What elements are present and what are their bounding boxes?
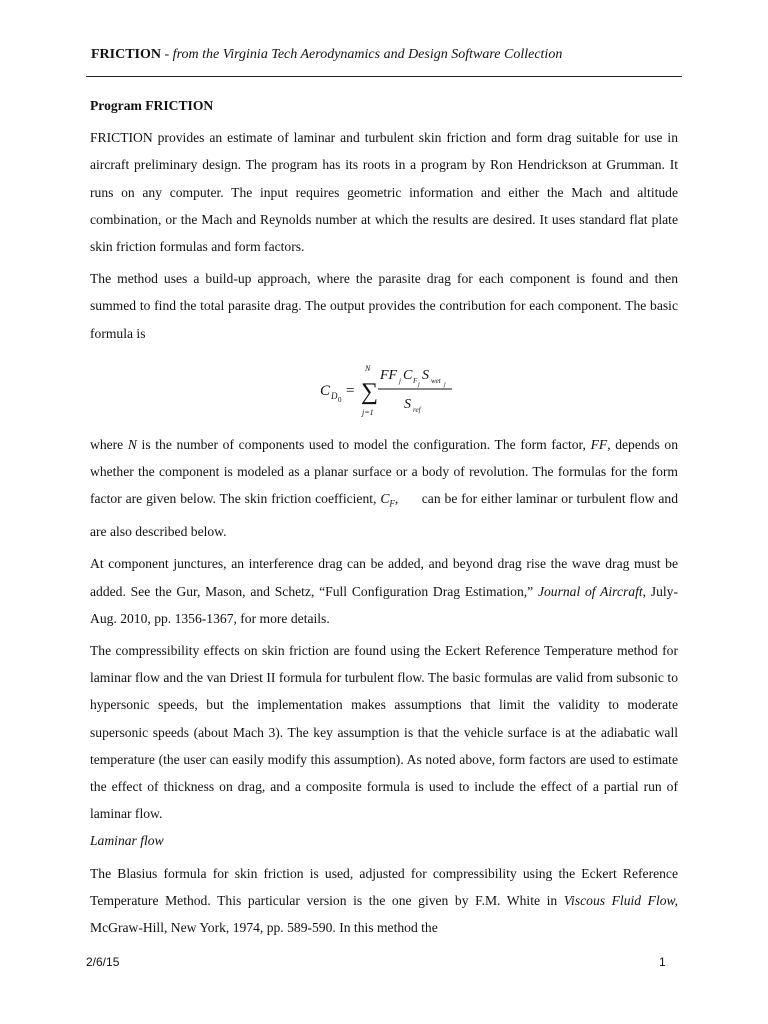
formula-lhs-subsub: 0 bbox=[338, 395, 342, 404]
formula-num-j3: j bbox=[444, 381, 446, 388]
formula-num-ff: FF bbox=[380, 367, 398, 383]
formula-upper-limit: N bbox=[365, 363, 371, 373]
formula-lhs: C bbox=[320, 382, 331, 399]
p3-symbol-n: N bbox=[127, 436, 137, 452]
formula-den-ref: ref bbox=[413, 405, 421, 414]
paragraph-definitions bbox=[90, 431, 682, 546]
drag-formula-svg bbox=[316, 353, 456, 427]
p3-symbol-ff: FF bbox=[590, 436, 608, 452]
paragraph-method: The method uses a build-up approach, where the parasite drag for each component is found and then summed to find the total parasite drag. The output provides the contribution for each component. The basic formula is bbox=[90, 271, 678, 341]
formula-lower-limit: j=1 bbox=[362, 407, 374, 417]
footer-date: 2/6/15 bbox=[86, 955, 120, 969]
p4-journal: Journal of Aircraft bbox=[537, 583, 643, 599]
paragraph-intro: FRICTION provides an estimate of laminar and turbulent skin friction and form drag suitable for use in aircraft preliminary design. The program has its roots in a program by Ron Hendrickson at Grumman. It runs on any computer. The input requires geometric information and either the Mach and altitude combination, or the Mach and Reynolds number at which the results are desired. It uses standard flat plate skin friction formulas and form factors. bbox=[90, 130, 678, 255]
drag-formula bbox=[90, 353, 678, 427]
formula-num-f: F bbox=[413, 376, 418, 385]
p3-text-c: is the number of components used to model the configuration. The form factor, bbox=[136, 436, 591, 452]
paragraph-interference bbox=[90, 550, 678, 632]
p4-text-a: At component junctures, an interference drag can be added, and beyond drag rise the wave drag must be added. See the Gur, Mason, and Schetz, “Full Configuration Drag Estimation,” bbox=[90, 556, 678, 599]
document-body bbox=[90, 92, 682, 946]
formula-sigma: ∑ bbox=[361, 378, 379, 405]
formula-equals: = bbox=[346, 382, 355, 399]
p3-text-e: , depends on whether the component is modeled as a planar surface or a body of revolution. The formulas for the form factor are given below. The skin friction coefficient, bbox=[90, 436, 678, 507]
section-title: Program FRICTION bbox=[90, 98, 214, 113]
p4-text-c: , July-Aug. 2010, pp. 1356-1367, for more details. bbox=[90, 583, 678, 626]
p6-book-title: Viscous Fluid Flow, bbox=[563, 892, 678, 908]
header-program-name: FRICTION bbox=[91, 47, 162, 62]
p3-symbol-c: C bbox=[380, 491, 390, 507]
subheading-laminar-flow: Laminar flow bbox=[90, 833, 164, 849]
formula-den-s: S bbox=[404, 396, 411, 412]
paragraph-compressibility: The compressibility effects on skin friction are found using the Eckert Reference Temperature method for laminar flow and the van Driest II formula for turbulent flow. The basic formulas are valid from subsonic to hypersonic speeds, but the implementation makes assumptions that limit the validity to moderate supersonic speeds (about Mach 3). The key assumption is that the vehicle surface is at the adiabatic wall temperature (the user can easily modify this assumption). As noted above, form factors are used to estimate the effect of thickness on drag, and a composite formula is used to include the effect of a partial run of laminar flow. bbox=[90, 642, 678, 822]
footer-page-number: 1 bbox=[659, 955, 666, 969]
p3-symbol-f-sub: F bbox=[389, 498, 395, 509]
formula-num-s: S bbox=[422, 367, 429, 383]
formula-num-wet: wet bbox=[431, 376, 441, 385]
formula-num-c: C bbox=[403, 367, 413, 383]
formula-lhs-sub: D bbox=[331, 390, 338, 401]
page-header bbox=[91, 45, 691, 65]
header-subtitle: - from the Virginia Tech Aerodynamics and Design Software Collection bbox=[161, 47, 563, 62]
formula-num-j1: j bbox=[399, 376, 401, 385]
p6-text-c: McGraw-Hill, New York, 1974, pp. 589-590. In this method the bbox=[90, 920, 438, 935]
p3-text-h: , can be for either laminar or turbulent flow and are also described below. bbox=[90, 491, 682, 540]
p6-text-a: The Blasius formula for skin friction is used, adjusted for compressibility using the Eckert Reference Temperature Method. This particular version is the one given by F.M. White in bbox=[90, 865, 678, 908]
p3-text-a: where bbox=[90, 436, 128, 452]
paragraph-laminar bbox=[90, 860, 678, 942]
header-rule bbox=[86, 76, 682, 77]
formula-num-j2: j bbox=[418, 381, 420, 388]
